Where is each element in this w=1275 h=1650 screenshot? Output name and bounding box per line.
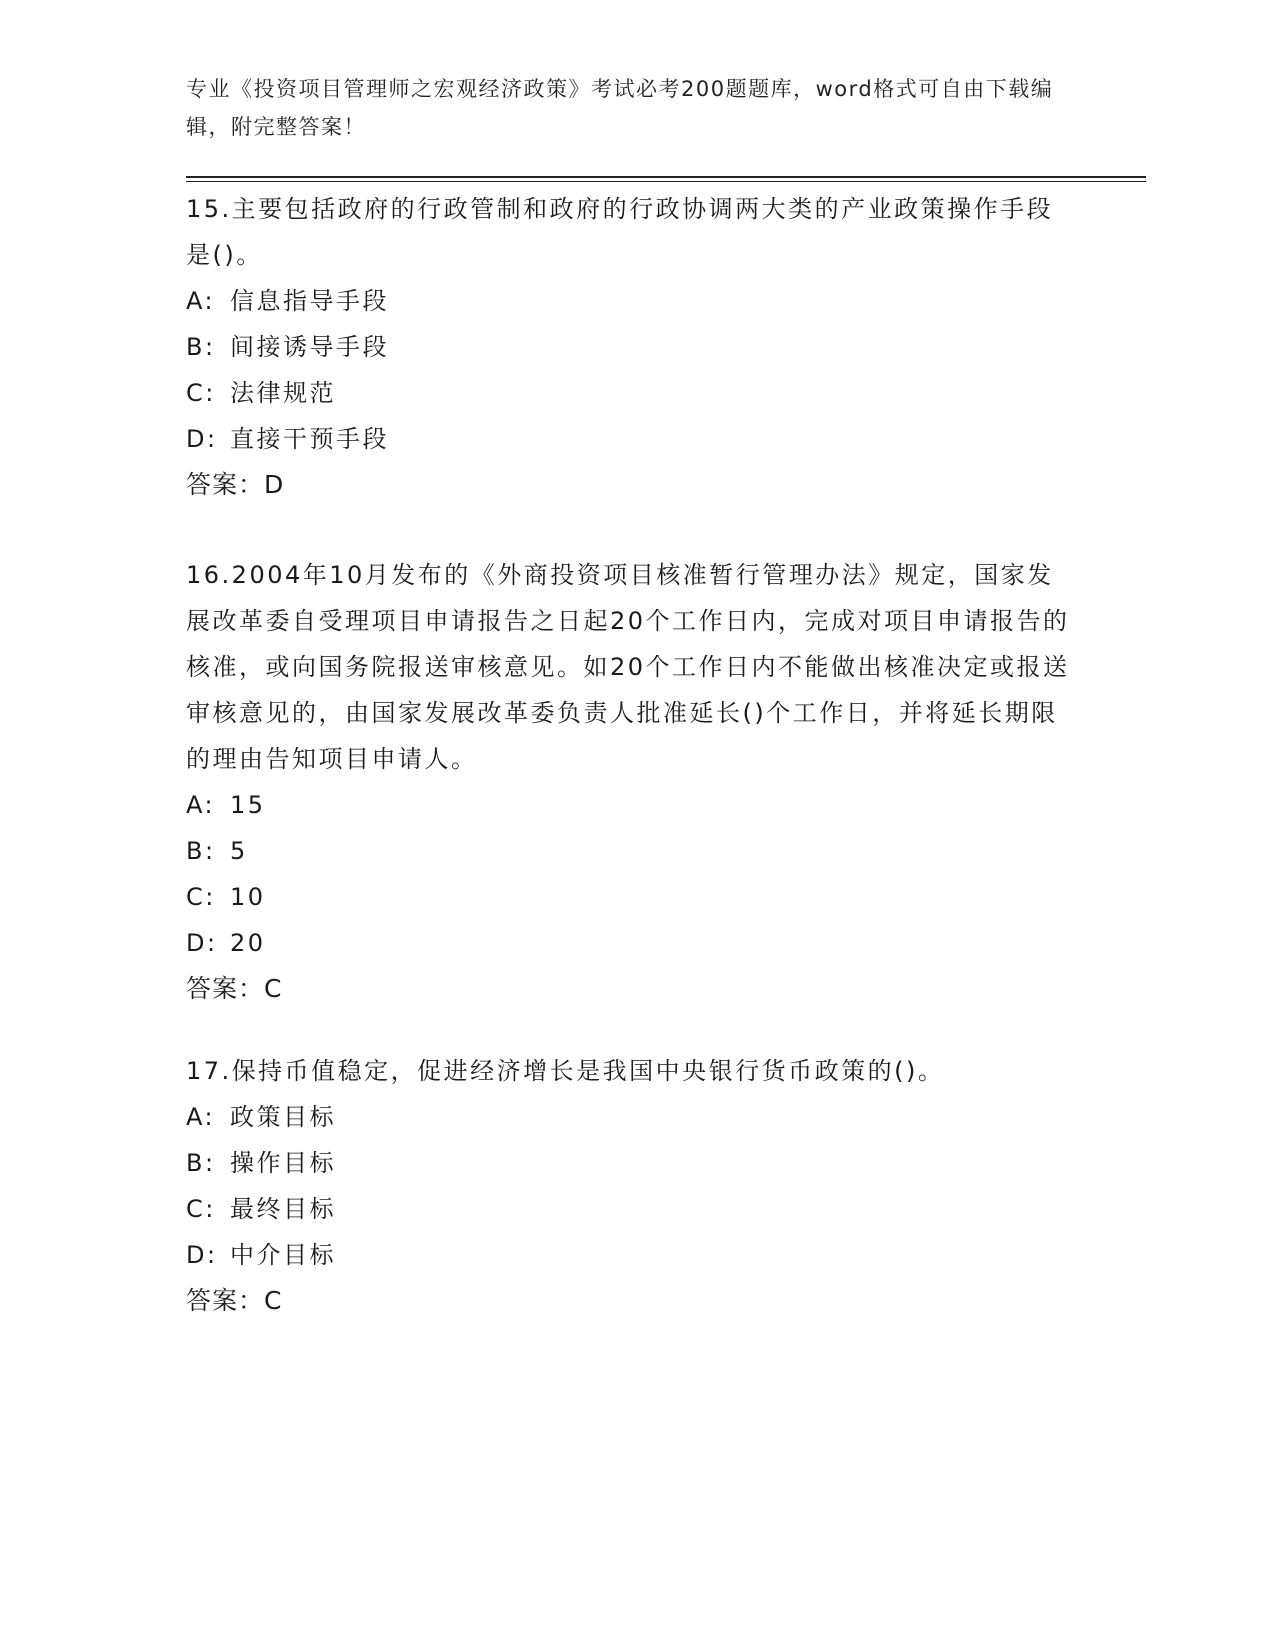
option-letter: B: — [186, 1149, 216, 1177]
option-letter: C: — [186, 883, 216, 911]
option-text: 15 — [230, 791, 266, 819]
option-letter: A: — [186, 791, 216, 819]
question-stem: 16.2004年10月发布的《外商投资项目核准暂行管理办法》规定，国家发展改革委自受理项目申请报告之日起20个工作日内，完成对项目申请报告的核准，或向国务院报送审核意见。如20个工作日内不能做出核准决定或报送审核意见的，由国家发展改革委负责人批准延长()个工作日，并将延长期限的理由告知项目申请人。 — [186, 561, 1070, 773]
option-text: 20 — [230, 929, 266, 957]
option-text: 直接干预手段 — [230, 425, 389, 453]
answer: 答案：D — [186, 470, 285, 499]
option-d — [186, 1232, 1076, 1278]
option-text: 间接诱导手段 — [230, 333, 389, 361]
option-text: 政策目标 — [230, 1103, 336, 1131]
option-c — [186, 370, 1076, 416]
option-letter: B: — [186, 837, 216, 865]
header-divider-thick — [186, 176, 1146, 178]
option-c — [186, 1186, 1076, 1232]
option-letter: D: — [186, 1241, 218, 1269]
option-text: 中介目标 — [230, 1241, 336, 1269]
option-c — [186, 874, 1076, 920]
answer: 答案：C — [186, 974, 283, 1003]
option-a — [186, 1094, 1076, 1140]
option-b — [186, 324, 1076, 370]
option-text: 最终目标 — [230, 1195, 336, 1223]
question-stem: 15.主要包括政府的行政管制和政府的行政协调两大类的产业政策操作手段是()。 — [186, 195, 1054, 269]
question-15 — [186, 186, 1076, 508]
option-b — [186, 828, 1076, 874]
option-letter: B: — [186, 333, 216, 361]
option-a — [186, 278, 1076, 324]
option-d — [186, 416, 1076, 462]
option-letter: A: — [186, 1103, 216, 1131]
question-17 — [186, 1048, 1076, 1324]
option-text: 10 — [230, 883, 266, 911]
question-16 — [186, 552, 1076, 1012]
option-letter: C: — [186, 1195, 216, 1223]
question-stem: 17.保持币值稳定，促进经济增长是我国中央银行货币政策的()。 — [186, 1057, 945, 1085]
option-text: 信息指导手段 — [230, 287, 389, 315]
option-letter: C: — [186, 379, 216, 407]
option-letter: D: — [186, 425, 218, 453]
option-text: 法律规范 — [230, 379, 336, 407]
answer: 答案：C — [186, 1286, 283, 1315]
document-header-intro: 专业《投资项目管理师之宏观经济政策》考试必考200题题库，word格式可自由下载编辑，附完整答案！ — [186, 77, 1054, 139]
option-d — [186, 920, 1076, 966]
option-b — [186, 1140, 1076, 1186]
option-text: 操作目标 — [230, 1149, 336, 1177]
option-a — [186, 782, 1076, 828]
option-letter: D: — [186, 929, 218, 957]
header-divider-thin — [186, 181, 1146, 182]
option-letter: A: — [186, 287, 216, 315]
option-text: 5 — [230, 837, 248, 865]
